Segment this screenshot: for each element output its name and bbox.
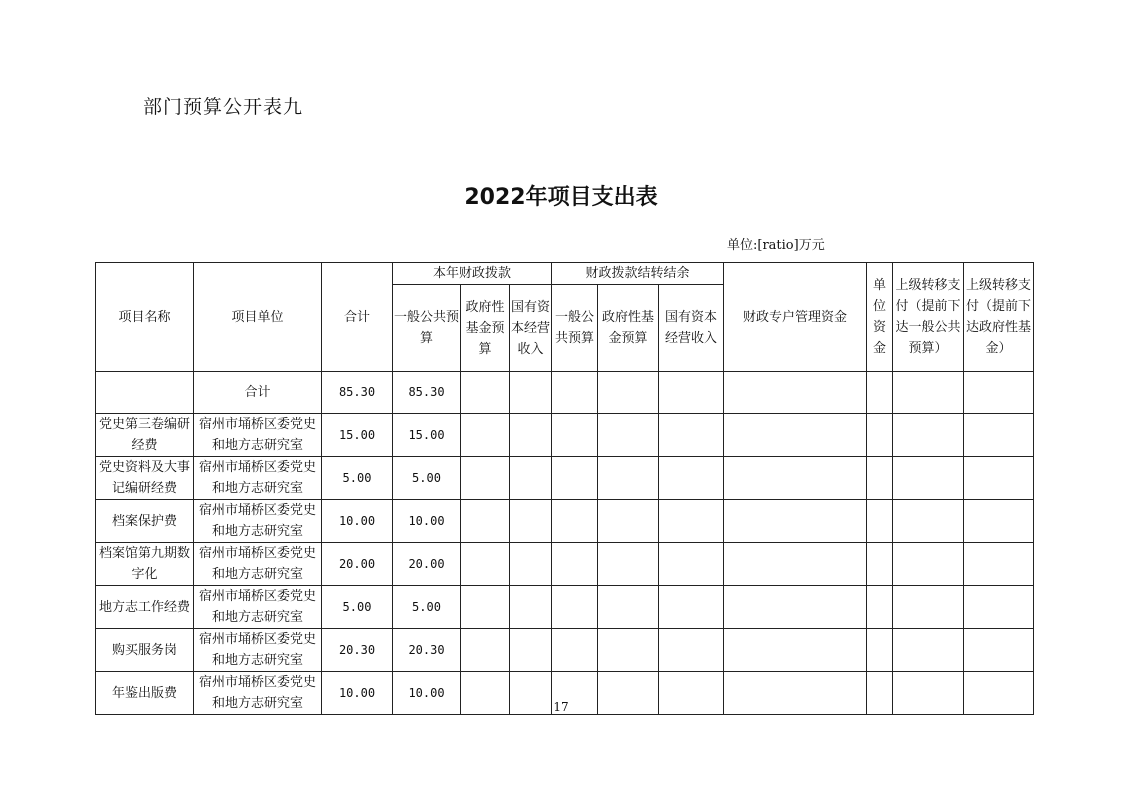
empty-cell	[461, 457, 510, 500]
empty-cell	[867, 629, 893, 672]
project-name-cell: 年鉴出版费	[96, 672, 194, 715]
empty-cell	[867, 586, 893, 629]
project-name-cell: 档案馆第九期数字化	[96, 543, 194, 586]
project-name-cell: 党史第三卷编研经费	[96, 414, 194, 457]
empty-cell	[659, 543, 724, 586]
empty-cell	[552, 543, 598, 586]
empty-cell	[510, 543, 552, 586]
header-co-state-capital: 国有资本经营收入	[659, 285, 724, 372]
empty-cell	[964, 543, 1034, 586]
project-unit-cell: 宿州市埇桥区委党史和地方志研究室	[194, 586, 322, 629]
header-cy-general: 一般公共预算	[393, 285, 461, 372]
document-label: 部门预算公开表九	[143, 96, 304, 118]
total-cell: 20.00	[322, 543, 393, 586]
empty-cell	[724, 543, 867, 586]
project-expenditure-table	[95, 262, 1034, 715]
total-cell: 5.00	[322, 586, 393, 629]
empty-cell	[552, 629, 598, 672]
header-current-year-group: 本年财政拨款	[393, 263, 552, 285]
table-row	[96, 414, 1034, 457]
total-cell: 10.00	[322, 500, 393, 543]
empty-cell	[461, 543, 510, 586]
empty-cell	[867, 500, 893, 543]
cy-general-cell: 20.30	[393, 629, 461, 672]
empty-cell	[659, 414, 724, 457]
empty-cell	[867, 543, 893, 586]
empty-cell	[893, 414, 964, 457]
total-cell: 5.00	[322, 457, 393, 500]
header-carryover-group: 财政拨款结转结余	[552, 263, 724, 285]
header-project-unit: 项目单位	[194, 263, 322, 372]
header-cy-state-capital: 国有资本经营收入	[510, 285, 552, 372]
total-row-total: 85.30	[322, 372, 393, 414]
total-row	[96, 372, 1034, 414]
total-cell: 15.00	[322, 414, 393, 457]
cy-general-cell: 10.00	[393, 672, 461, 715]
empty-cell	[724, 457, 867, 500]
empty-cell	[510, 586, 552, 629]
empty-cell	[598, 414, 659, 457]
empty-cell	[598, 629, 659, 672]
empty-cell	[964, 414, 1034, 457]
project-unit-cell: 宿州市埇桥区委党史和地方志研究室	[194, 500, 322, 543]
header-project-name: 项目名称	[96, 263, 194, 372]
cy-general-cell: 5.00	[393, 457, 461, 500]
total-cell: 20.30	[322, 629, 393, 672]
header-total: 合计	[322, 263, 393, 372]
empty-cell	[893, 457, 964, 500]
empty-cell	[461, 629, 510, 672]
project-unit-cell: 宿州市埇桥区委党史和地方志研究室	[194, 457, 322, 500]
empty-cell	[461, 586, 510, 629]
header-unit-fund: 单位资金	[867, 263, 893, 372]
empty-cell	[552, 414, 598, 457]
header-upper-gov-fund: 上级转移支付（提前下达政府性基金）	[964, 263, 1034, 372]
empty-cell	[461, 414, 510, 457]
empty-cell	[552, 457, 598, 500]
empty-cell	[964, 500, 1034, 543]
empty-cell	[659, 457, 724, 500]
empty-cell	[724, 586, 867, 629]
empty-cell	[964, 586, 1034, 629]
empty-cell	[893, 543, 964, 586]
cy-general-cell: 5.00	[393, 586, 461, 629]
unit-note: 单位:[ratio]万元	[727, 238, 825, 253]
table-row	[96, 586, 1034, 629]
empty-cell	[964, 457, 1034, 500]
cy-general-cell: 10.00	[393, 500, 461, 543]
total-row-cy-general: 85.30	[393, 372, 461, 414]
project-unit-cell: 宿州市埇桥区委党史和地方志研究室	[194, 543, 322, 586]
table-row	[96, 457, 1034, 500]
header-cy-gov-fund: 政府性基金预算	[461, 285, 510, 372]
project-name-cell: 地方志工作经费	[96, 586, 194, 629]
empty-cell	[659, 586, 724, 629]
empty-cell	[552, 586, 598, 629]
table-row	[96, 543, 1034, 586]
page-title: 2022年项目支出表	[464, 185, 658, 210]
empty-cell	[964, 629, 1034, 672]
project-name-cell: 购买服务岗	[96, 629, 194, 672]
empty-cell	[598, 500, 659, 543]
cy-general-cell: 20.00	[393, 543, 461, 586]
header-upper-general: 上级转移支付（提前下达一般公共预算）	[893, 263, 964, 372]
total-row-label: 合计	[194, 372, 322, 414]
empty-cell	[724, 629, 867, 672]
empty-cell	[461, 500, 510, 543]
table-row	[96, 500, 1034, 543]
empty-cell	[867, 457, 893, 500]
empty-cell	[893, 629, 964, 672]
empty-cell	[659, 629, 724, 672]
cy-general-cell: 15.00	[393, 414, 461, 457]
project-unit-cell: 宿州市埇桥区委党史和地方志研究室	[194, 672, 322, 715]
header-co-general: 一般公共预算	[552, 285, 598, 372]
empty-cell	[598, 543, 659, 586]
total-cell: 10.00	[322, 672, 393, 715]
empty-cell	[598, 586, 659, 629]
empty-cell	[724, 414, 867, 457]
empty-cell	[893, 586, 964, 629]
empty-cell	[552, 500, 598, 543]
empty-cell	[724, 500, 867, 543]
empty-cell	[867, 414, 893, 457]
empty-cell	[510, 457, 552, 500]
empty-cell	[510, 629, 552, 672]
page-number: 17	[553, 700, 569, 714]
project-unit-cell: 宿州市埇桥区委党史和地方志研究室	[194, 414, 322, 457]
empty-cell	[510, 500, 552, 543]
empty-cell	[893, 500, 964, 543]
project-name-cell: 党史资料及大事记编研经费	[96, 457, 194, 500]
empty-cell	[598, 457, 659, 500]
header-co-gov-fund: 政府性基金预算	[598, 285, 659, 372]
table-row	[96, 629, 1034, 672]
empty-cell	[510, 414, 552, 457]
empty-cell	[659, 500, 724, 543]
project-name-cell: 档案保护费	[96, 500, 194, 543]
header-special-fund: 财政专户管理资金	[724, 263, 867, 372]
project-unit-cell: 宿州市埇桥区委党史和地方志研究室	[194, 629, 322, 672]
